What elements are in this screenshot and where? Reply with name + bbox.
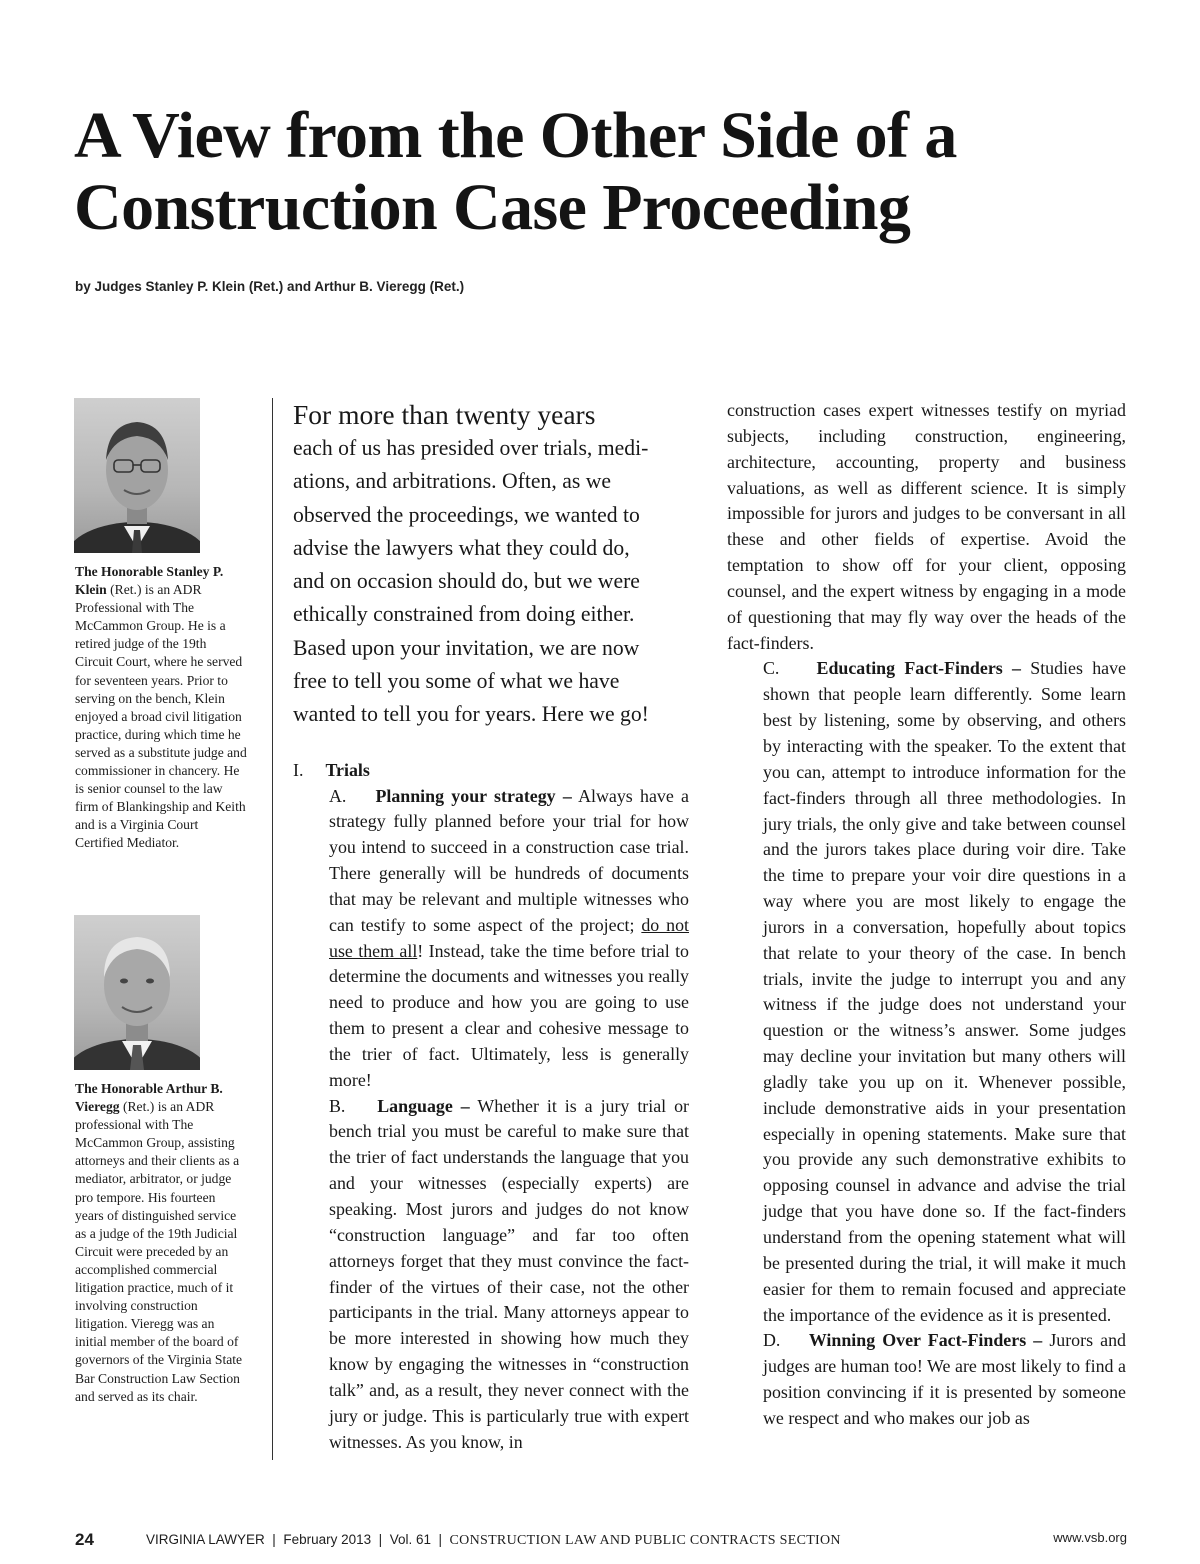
volume: Vol. 61 xyxy=(389,1532,431,1547)
intro-line: ethically constrained from doing either. xyxy=(293,602,635,627)
paragraph-text: ! Instead, take the time before trial to determine the documents and witnesses you really need to produce and how you are going to use them to present a clear and cohesive message to the trier of fact. Ultimately, less is generally more! xyxy=(329,940,689,1090)
paragraph-text: Always have a strategy fully planned before your trial for how you intend to succeed in a construction case trial. There generally will be hundreds of documents that may be relevant and multiple witnesses who can testify to some aspect of the project; xyxy=(329,785,689,935)
underlined-text: do not use them all xyxy=(329,914,689,961)
author-photo-klein xyxy=(74,398,200,553)
article-title-line-2: Construction Case Proceeding xyxy=(74,171,911,244)
item-heading: Planning your strategy – xyxy=(375,785,572,806)
publication-name: VIRGINIA LAWYER xyxy=(146,1532,265,1547)
issue-date: February 2013 xyxy=(283,1532,372,1547)
item-heading: Language – xyxy=(377,1095,470,1116)
paragraph-text: Whether it is a jury trial or bench trial you must be careful to make sure that the trier of fact understands the language that you and your witnesses (especially experts) are speaking. Most jurors and judges do not know “construction language” and far too often attorneys forget that they must convince the fact-finder of the virtues of their case, not the other participants in the trial. Many attorneys appear to be more interested in showing how much they know by engaging the witnesses in “construction talk” and, as a result, they never connect with the jury or judge. This is particularly true with expert witnesses. As you know, in xyxy=(329,1095,690,1452)
main-column-1 xyxy=(293,398,689,1455)
paragraph-winning-fact-finders xyxy=(727,1328,1126,1431)
paragraph-language-continued: construction cases expert witnesses testify on myriad subjects, including construction, engineering, architecture, accounting, property and business valuations, as well as different science. It is simply impossible for jurors and judges to be conversant in all these and other fields of expertise. Avoid the temptation to show off for your client, opposing counsel, and the expert witness by engaging in a mode of questioning that may fly way over the heads of the fact-finders. xyxy=(727,400,1126,653)
item-label: A. xyxy=(329,785,347,806)
intro-line: ations, and arbitrations. Often, as we xyxy=(293,469,611,494)
section-heading xyxy=(293,758,689,784)
author-bio-klein xyxy=(75,563,247,853)
section-title: Trials xyxy=(325,759,370,780)
item-label: C. xyxy=(763,658,780,679)
paragraph-planning-strategy xyxy=(293,784,689,1094)
author-photo-vieregg xyxy=(74,915,200,1070)
byline: by Judges Stanley P. Klein (Ret.) and Arthur B. Vieregg (Ret.) xyxy=(75,279,465,294)
page-number: 24 xyxy=(75,1530,94,1549)
section-name: CONSTRUCTION LAW AND PUBLIC CONTRACTS SECTION xyxy=(449,1533,841,1548)
paragraph-educating-fact-finders xyxy=(727,656,1126,1328)
intro-line: each of us has presided over trials, medi- xyxy=(293,436,649,460)
article-title-line-1: A View from the Other Side of a xyxy=(74,99,957,172)
section-numeral: I. xyxy=(293,759,304,780)
item-label: D. xyxy=(763,1330,781,1351)
page-footer xyxy=(75,1530,1127,1552)
main-column-2 xyxy=(727,398,1126,1432)
footer-publication-info xyxy=(146,1532,841,1549)
intro-line: wanted to tell you for years. Here we go! xyxy=(293,702,649,727)
intro-line: advise the lawyers what they could do, xyxy=(293,535,630,560)
author-suffix: (Ret.) xyxy=(110,582,142,598)
author-bio-text: is an ADR Professional with The McCammon Group. He is a retired judge of the 19th Circuit Court, where he served for seventeen years. Prior to serving on the bench, Klein enjoyed a broad civil litigation practice, during which time he served as a substitute judge and commissioner in chancery. He is senior counsel to the law firm of Blankingship and Keith and is a Virginia Court Certified Mediator. xyxy=(75,582,247,851)
author-name: The Honorable Arthur B. Vieregg xyxy=(75,1081,223,1115)
paragraph-text: Studies have shown that people learn differently. Some learn best by listening, some by observing, and others by interacting with the speaker. To the extent that you can, attempt to introduce information for the fact-finders through all three methodologies. In jury trials, the only give and take between counsel and the jurors takes place during voir dire. Take the time to prepare your voir dire questions in a way where you are most likely to engage the jurors in a conversation, hopefully about topics that relate to your theory of the case. In bench trials, invite the judge to interrupt you and any witness if the judge does not understand your question or the witness’s answer. Some judges may decline your invitation but many others will gladly take you up on it. Whenever possible, include demonstrative aids in your presentation especially in opening statements. Make sure that you provide any such demonstrative exhibits to opposing counsel in advance and advise the trial judge that you have done so. If the fact-finders understand from the opening statement what will be presented during the trial, it will make it much easier for them to remain focused and appreciate the importance of the evidence as it is presented. xyxy=(763,658,1126,1325)
intro-line: and on occasion should do, but we were xyxy=(293,569,640,594)
paragraph-language xyxy=(293,1094,689,1456)
paragraph-text: Jurors and judges are human too! We are most likely to find a position convincing if it is presented by someone we respect and who makes our job as xyxy=(763,1330,1126,1428)
author-name: The Honorable Stanley P. Klein xyxy=(75,564,224,598)
intro-line: Based upon your invitation, we are now xyxy=(293,635,640,660)
intro-first-line: For more than twenty years xyxy=(293,399,596,430)
intro-paragraph xyxy=(293,398,689,732)
intro-line: free to tell you some of what we have xyxy=(293,669,620,694)
item-heading: Educating Fact-Finders – xyxy=(816,658,1021,679)
separator: | xyxy=(438,1532,443,1547)
author-suffix: (Ret.) xyxy=(122,1099,155,1115)
article-title xyxy=(74,100,1134,244)
column-divider xyxy=(272,398,273,1460)
author-bio-text: is an ADR professional with The McCammon Group, assisting attorneys and their clients as a mediator, arbitrator, or judge pro tempore. His fourteen years of distinguished service as a judge of the 19th Judicial Circuit were preceded by an accomplished commercial litigation practice, much of it involving construction litigation. Vieregg was an initial member of the board of governors of the Virginia State Bar Construction Law Section and served as its chair. xyxy=(75,1099,243,1404)
intro-line: observed the proceedings, we wanted to xyxy=(293,502,640,527)
website-link[interactable]: www.vsb.org xyxy=(1053,1530,1127,1545)
item-label: B. xyxy=(329,1095,346,1116)
separator: | xyxy=(378,1532,383,1547)
separator: | xyxy=(272,1532,276,1547)
author-bio-vieregg xyxy=(75,1080,247,1406)
item-heading: Winning Over Fact-Finders – xyxy=(808,1330,1043,1351)
